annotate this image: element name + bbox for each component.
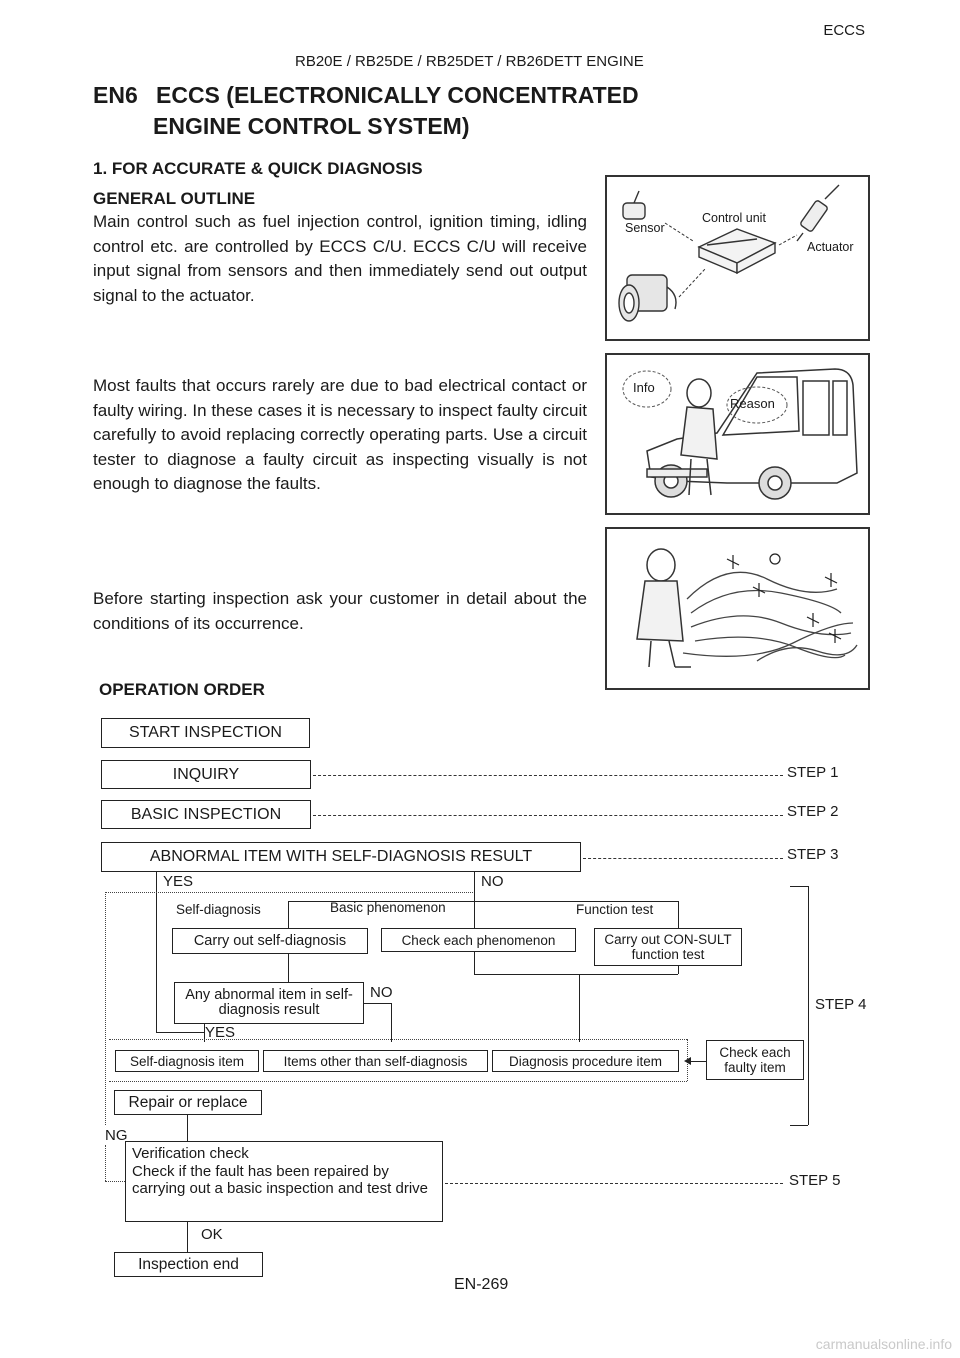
operation-order-heading: OPERATION ORDER — [99, 680, 265, 699]
no-label: NO — [481, 873, 504, 890]
page-title-line2: ENGINE CONTROL SYSTEM) — [153, 113, 470, 139]
carry-out-self-diagnosis-box: Carry out self-diagnosis — [172, 928, 368, 954]
ng-label: NG — [105, 1127, 128, 1144]
basic-phenomenon-branch-label: Basic phenomenon — [330, 900, 446, 915]
items-other-box: Items other than self-diagnosis — [263, 1050, 488, 1072]
step2-label: STEP 2 — [787, 803, 839, 820]
paragraph-outline: Main control such as fuel injection control, ignition timing, idling control etc. are controlled by ECCS C/U. ECCS C/U will receive input signal from sensors and then immediately send out output signal to the actuator. — [93, 212, 587, 305]
section-heading: 1. FOR ACCURATE & QUICK DIAGNOSIS — [93, 159, 423, 178]
check-each-faulty-item-box: Check each faulty item — [706, 1040, 804, 1080]
step3-leader — [583, 858, 783, 859]
yes-label: YES — [163, 873, 194, 890]
repair-or-replace-box: Repair or replace — [114, 1090, 262, 1115]
step3-label: STEP 3 — [787, 846, 839, 863]
sensor-icon — [623, 191, 645, 219]
general-outline-heading: GENERAL OUTLINE — [93, 189, 256, 208]
air-flow-meter-icon — [619, 275, 676, 321]
watermark: carmanualsonline.info — [815, 1336, 952, 1352]
basic-inspection-box: BASIC INSPECTION — [101, 800, 311, 829]
ecu-diagram — [607, 177, 868, 339]
verification-title: Verification check — [132, 1145, 249, 1162]
self-diagnosis-branch-label: Self-diagnosis — [176, 902, 261, 917]
control-unit-label: Control unit — [702, 211, 766, 225]
step2-leader — [313, 815, 783, 816]
inquiry-box: INQUIRY — [101, 760, 311, 789]
inspection-end-box: Inspection end — [114, 1252, 263, 1277]
verification-body: Check if the fault has been repaired by carrying out a basic inspection and test drive — [132, 1162, 428, 1197]
start-inspection-box: START INSPECTION — [101, 718, 310, 748]
no-loop-label: NO — [370, 984, 393, 1001]
figure-ecu-overview — [605, 175, 870, 341]
diagnosis-procedure-item-box: Diagnosis procedure item — [492, 1050, 679, 1072]
wiring-illustration — [607, 529, 868, 688]
step4-label: STEP 4 — [815, 996, 867, 1013]
step1-label: STEP 1 — [787, 764, 839, 781]
step1-leader — [313, 775, 783, 776]
self-diagnosis-item-box: Self-diagnosis item — [115, 1050, 259, 1072]
paragraph-faults: Most faults that occurs rarely are due to bad electrical contact or faulty wiring. In these cases it is necessary to inspect faulty circuit carefully to avoid replacing correctly operating parts. Use a circuit tester to diagnose a faulty circuit as inspecting visually is not enough to diagnose the faults. — [93, 376, 587, 493]
page-title-line1: ECCS (ELECTRONICALLY CONCENTRATED — [156, 82, 639, 108]
actuator-label: Actuator — [807, 240, 854, 254]
figure-wiring-inspection — [605, 527, 870, 690]
carry-out-consult-box: Carry out CON-SULT function test — [594, 928, 742, 966]
ok-label: OK — [201, 1226, 223, 1243]
yes-loop-label: YES — [205, 1024, 236, 1041]
reason-bubble-label: Reason — [730, 396, 775, 411]
engine-list: RB20E / RB25DE / RB25DET / RB26DETT ENGINE — [295, 53, 644, 70]
step5-leader — [445, 1183, 783, 1184]
technician-car-illustration — [607, 355, 868, 513]
abnormal-item-box: ABNORMAL ITEM WITH SELF-DIAGNOSIS RESULT — [101, 842, 581, 872]
info-bubble-label: Info — [633, 380, 655, 395]
sensor-label: Sensor — [625, 221, 665, 235]
figure-technician-car — [605, 353, 870, 515]
control-unit-icon — [699, 229, 775, 273]
any-abnormal-item-box: Any abnormal item in self-diagnosis result — [174, 982, 364, 1024]
function-test-branch-label: Function test — [576, 902, 654, 917]
section-label: ECCS — [823, 22, 865, 39]
step5-label: STEP 5 — [789, 1172, 841, 1189]
check-each-phenomenon-box: Check each phenomenon — [381, 928, 576, 952]
verification-check-box — [125, 1141, 443, 1222]
page-number: EN-269 — [454, 1276, 509, 1293]
actuator-icon — [797, 185, 839, 241]
paragraph-inquiry: Before starting inspection ask your customer in detail about the conditions of its occurrence. — [93, 589, 587, 633]
title-code: EN6 — [93, 82, 138, 108]
